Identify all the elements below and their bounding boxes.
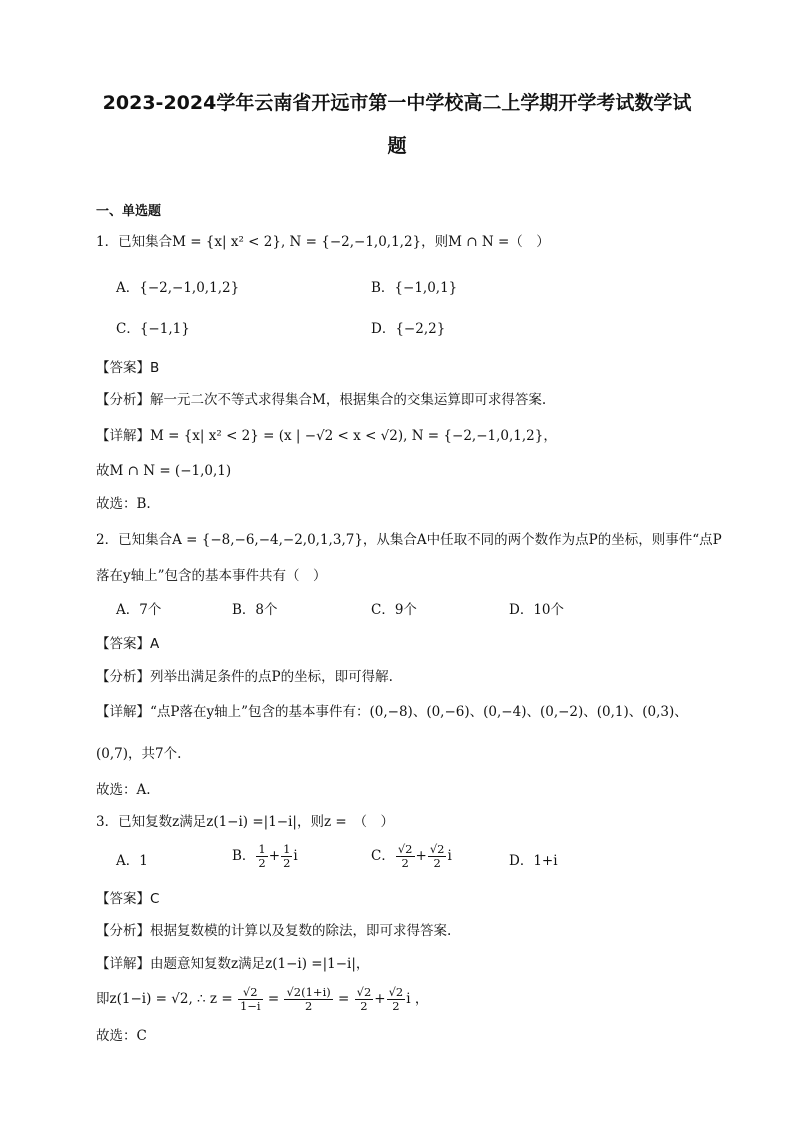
q1-option-c: C．{−1,1}	[116, 321, 190, 337]
q1-choice: 故选：B.	[96, 496, 151, 512]
q1-stem: 1．已知集合M = {x| x² < 2}, N = {−2,−1,0,1,2}，则M ∩ N =（ ）	[96, 234, 550, 250]
derivation-fraction-1	[238, 986, 263, 1013]
fraction-numerator: 1	[283, 842, 291, 856]
fraction-numerator: √2(1+i)	[286, 985, 331, 999]
q3-option-b-label: B．	[232, 848, 256, 864]
q1-option-d: D．{−2,2}	[371, 321, 446, 337]
imaginary-unit: i	[447, 848, 452, 864]
q2-detail: 【详解】“点P落在y轴上”包含的基本事件有：(0,−8)、(0,−6)、(0,−4)、(0,−2)、(0,1)、(0,3)、	[96, 704, 688, 720]
q3-answer: 【答案】C	[96, 891, 160, 907]
fraction-denominator: 2	[283, 856, 291, 870]
plus-sign: +	[374, 991, 386, 1007]
document-title-line2: 题	[387, 135, 407, 157]
fraction-denominator: 1−i	[239, 999, 261, 1013]
fraction-numerator: √2	[397, 842, 413, 856]
fraction-numerator: 1	[258, 842, 266, 856]
q1-detail: 【详解】M = {x| x² < 2} = (x | −√2 < x < √2), N = {−2,−1,0,1,2}，	[96, 428, 557, 444]
q3-option-c-label: C．	[371, 848, 395, 864]
derivation-suffix: i ，	[406, 991, 429, 1007]
equals-sign: =	[267, 991, 280, 1007]
fraction-denominator: 2	[401, 856, 409, 870]
derivation-fraction-3	[355, 986, 374, 1013]
q2-option-d: D．10个	[509, 602, 565, 618]
q3-option-c-fraction-2	[428, 843, 447, 870]
q2-stem: 2．已知集合A = {−8,−6,−4,−2,0,1,3,7}，从集合A中任取不同的两个数作为点P的坐标，则事件“点P	[96, 532, 722, 548]
fraction-denominator: 2	[392, 999, 400, 1013]
q2-option-b: B．8个	[232, 602, 278, 618]
q3-option-b-fraction-1	[256, 843, 267, 870]
fraction-denominator: 2	[258, 856, 266, 870]
derivation-prefix: 即z(1−i) = √2, ∴ z =	[96, 991, 233, 1007]
q2-answer: 【答案】A	[96, 636, 160, 652]
fraction-denominator: 2	[304, 999, 313, 1013]
document-title-line1: 2023-2024学年云南省开远市第一中学校高二上学期开学考试数学试	[102, 92, 692, 114]
q1-answer: 【答案】B	[96, 360, 160, 376]
q2-option-c: C．9个	[371, 602, 417, 618]
derivation-fraction-2	[284, 986, 332, 1013]
q3-stem: 3．已知复数z满足z(1−i) =|1−i|，则z = （ ）	[96, 814, 394, 830]
derivation-fraction-4	[387, 986, 406, 1013]
fraction-denominator: 2	[433, 856, 441, 870]
q2-analysis: 【分析】列举出满足条件的点P的坐标，即可得解.	[96, 669, 393, 685]
q1-detail-conclusion: 故M ∩ N = (−1,0,1)	[96, 463, 232, 479]
q3-option-a: A．1	[116, 853, 148, 869]
q2-option-a: A．7个	[116, 602, 162, 618]
q3-option-b	[232, 843, 298, 870]
fraction-numerator: √2	[388, 985, 404, 999]
q2-choice: 故选：A.	[96, 782, 151, 798]
fraction-denominator: 2	[360, 999, 368, 1013]
equals-sign: =	[338, 991, 350, 1007]
q1-option-b: B．{−1,0,1}	[371, 280, 458, 296]
q3-option-c-fraction-1	[396, 843, 415, 870]
q1-option-a: A．{−2,−1,0,1,2}	[116, 280, 240, 296]
q3-choice: 故选：C	[96, 1028, 147, 1044]
fraction-numerator: √2	[356, 985, 372, 999]
plus-sign: +	[268, 848, 281, 864]
q3-detail-derivation	[96, 986, 428, 1013]
q2-detail-continued: (0,7)，共7个.	[96, 746, 182, 762]
q3-detail: 【详解】由题意知复数z满足z(1−i) =|1−i|，	[96, 956, 370, 972]
q3-analysis: 【分析】根据复数模的计算以及复数的除法，即可求得答案.	[96, 923, 452, 939]
section-heading: 一、单选题	[96, 204, 162, 219]
plus-sign: +	[415, 848, 427, 864]
imaginary-unit: i	[293, 848, 298, 864]
fraction-numerator: √2	[429, 842, 445, 856]
q2-stem-continued: 落在y轴上”包含的基本事件共有（ ）	[96, 568, 327, 584]
fraction-numerator: √2	[238, 986, 263, 1000]
q3-option-d: D．1+i	[509, 853, 558, 869]
q3-option-c	[371, 843, 452, 870]
q3-option-b-fraction-2	[281, 843, 292, 870]
q1-analysis: 【分析】解一元二次不等式求得集合M，根据集合的交集运算即可求得答案.	[96, 392, 547, 408]
